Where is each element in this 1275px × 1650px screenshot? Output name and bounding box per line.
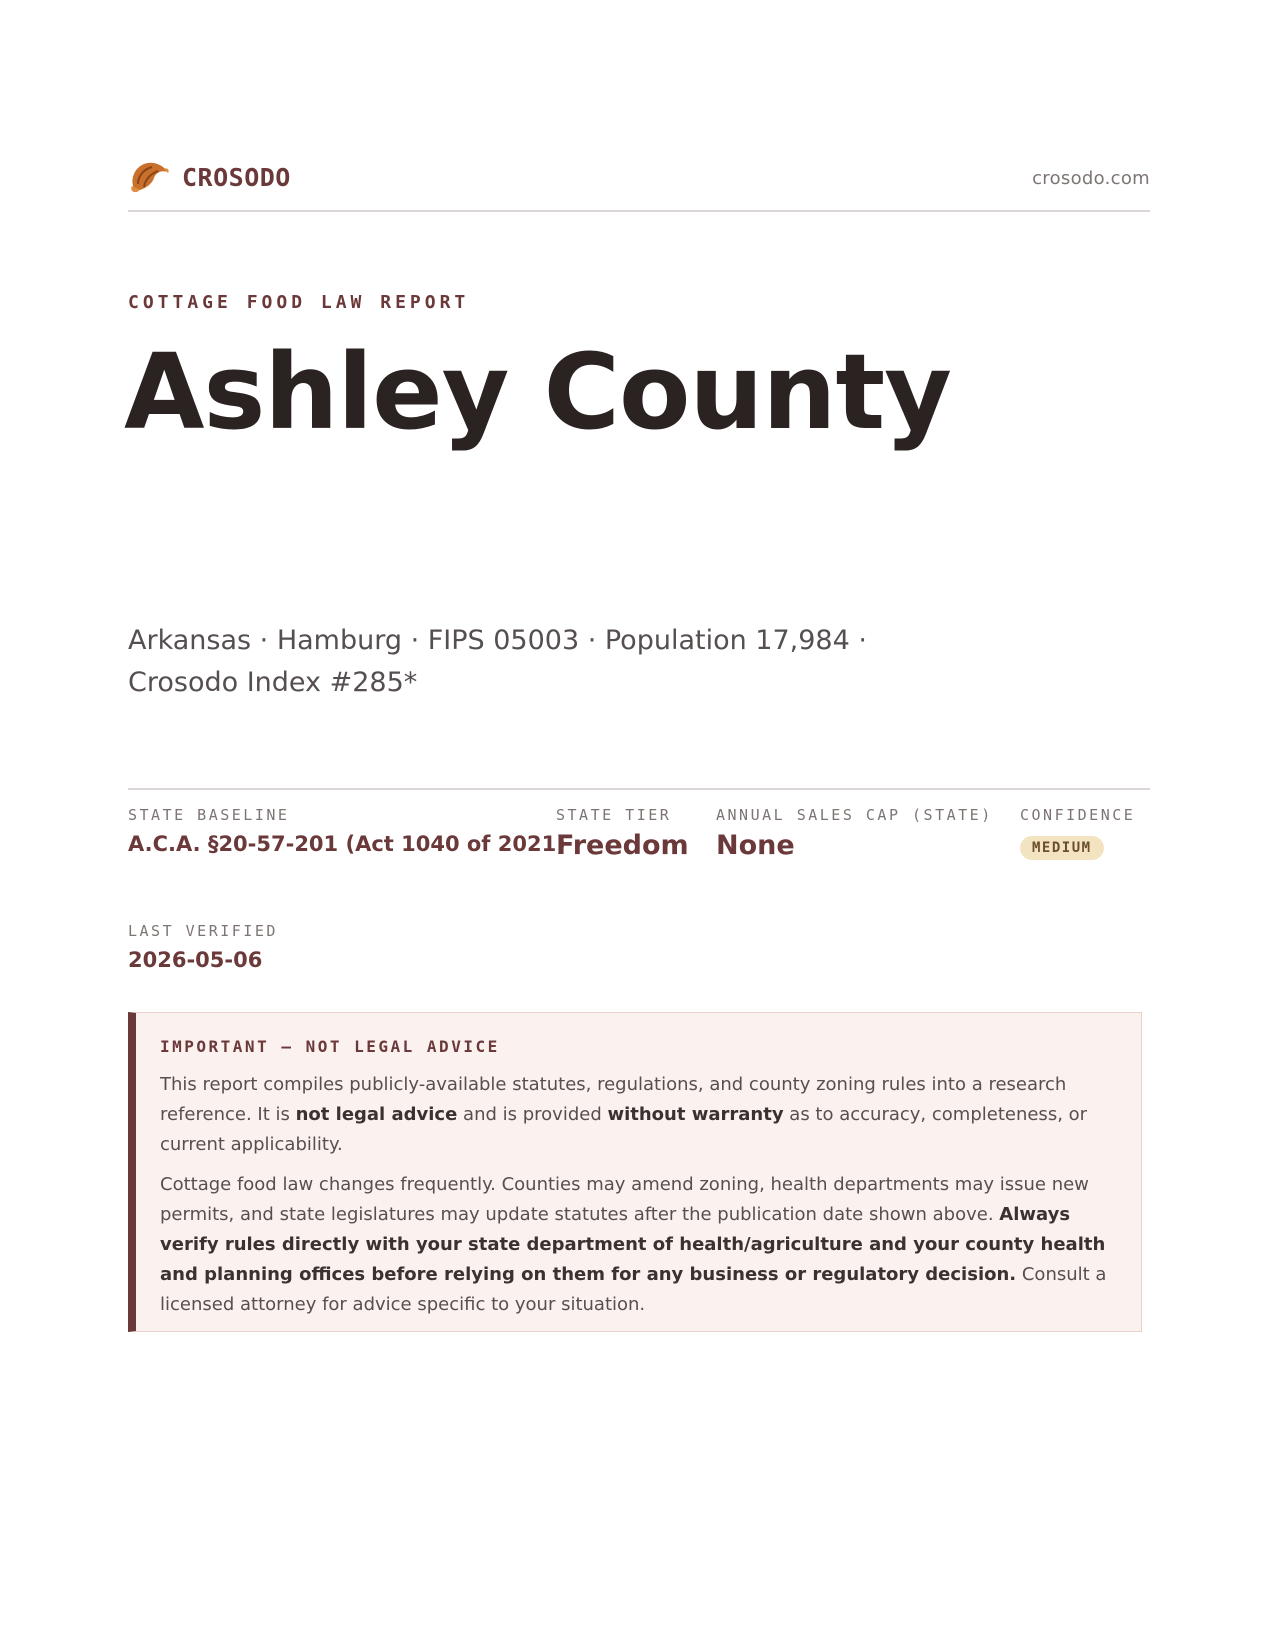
fact-state-baseline	[128, 806, 566, 856]
fact-label: LAST VERIFIED	[128, 922, 278, 940]
page-title: Ashley County	[124, 331, 951, 453]
notice-emphasis: without warranty	[607, 1104, 784, 1125]
fact-last-verified	[128, 922, 278, 972]
fact-label: STATE TIER	[556, 806, 672, 824]
notice-paragraph-2	[160, 1170, 1113, 1320]
notice-emphasis: Always verify rules directly with your state department of health/agriculture and your county health and planning offices before relying on them for any business or regulatory decision.	[160, 1204, 1106, 1285]
brand-name: CROSODO	[182, 162, 291, 192]
fact-value: 2026-05-06	[128, 948, 263, 972]
notice-title: IMPORTANT — NOT LEGAL ADVICE	[160, 1037, 500, 1056]
notice-text: This report compiles publicly-available statutes, regulations, and county zoning rules into a research reference. It is	[160, 1074, 1067, 1125]
fact-value: Freedom	[556, 830, 689, 861]
fact-state-tier	[556, 806, 689, 861]
page-header	[128, 158, 1150, 212]
fact-label: STATE BASELINE	[128, 806, 290, 824]
brand[interactable]	[128, 158, 291, 196]
report-eyebrow: COTTAGE FOOD LAW REPORT	[128, 292, 470, 313]
fact-label: CONFIDENCE	[1020, 806, 1136, 824]
notice-text: Consult a licensed attorney for advice specific to your situation.	[160, 1264, 1107, 1315]
notice-emphasis: not legal advice	[295, 1104, 458, 1125]
fact-label: ANNUAL SALES CAP (STATE)	[716, 806, 993, 824]
county-meta: Arkansas · Hamburg · FIPS 05003 · Population 17,984 · Crosodo Index #285*	[128, 625, 867, 698]
notice-paragraph-1	[160, 1070, 1113, 1160]
fact-value: A.C.A. §20-57-201 (Act 1040 of 2021)	[128, 832, 566, 856]
notice-text: and is provided	[457, 1104, 608, 1125]
confidence-badge: MEDIUM	[1020, 836, 1104, 860]
fact-confidence	[1020, 806, 1135, 860]
legal-notice	[128, 1012, 1142, 1332]
site-url[interactable]: crosodo.com	[1032, 168, 1150, 189]
notice-text: Cottage food law changes frequently. Counties may amend zoning, health departments may issue new permits, and state legislatures may update statutes after the publication date shown above.	[160, 1174, 1089, 1225]
fact-value: None	[716, 830, 795, 861]
croissant-icon	[128, 158, 170, 196]
notice-text: as to accuracy, completeness, or current applicability.	[160, 1104, 1088, 1155]
facts-divider	[128, 788, 1150, 790]
fact-sales-cap	[716, 806, 993, 861]
